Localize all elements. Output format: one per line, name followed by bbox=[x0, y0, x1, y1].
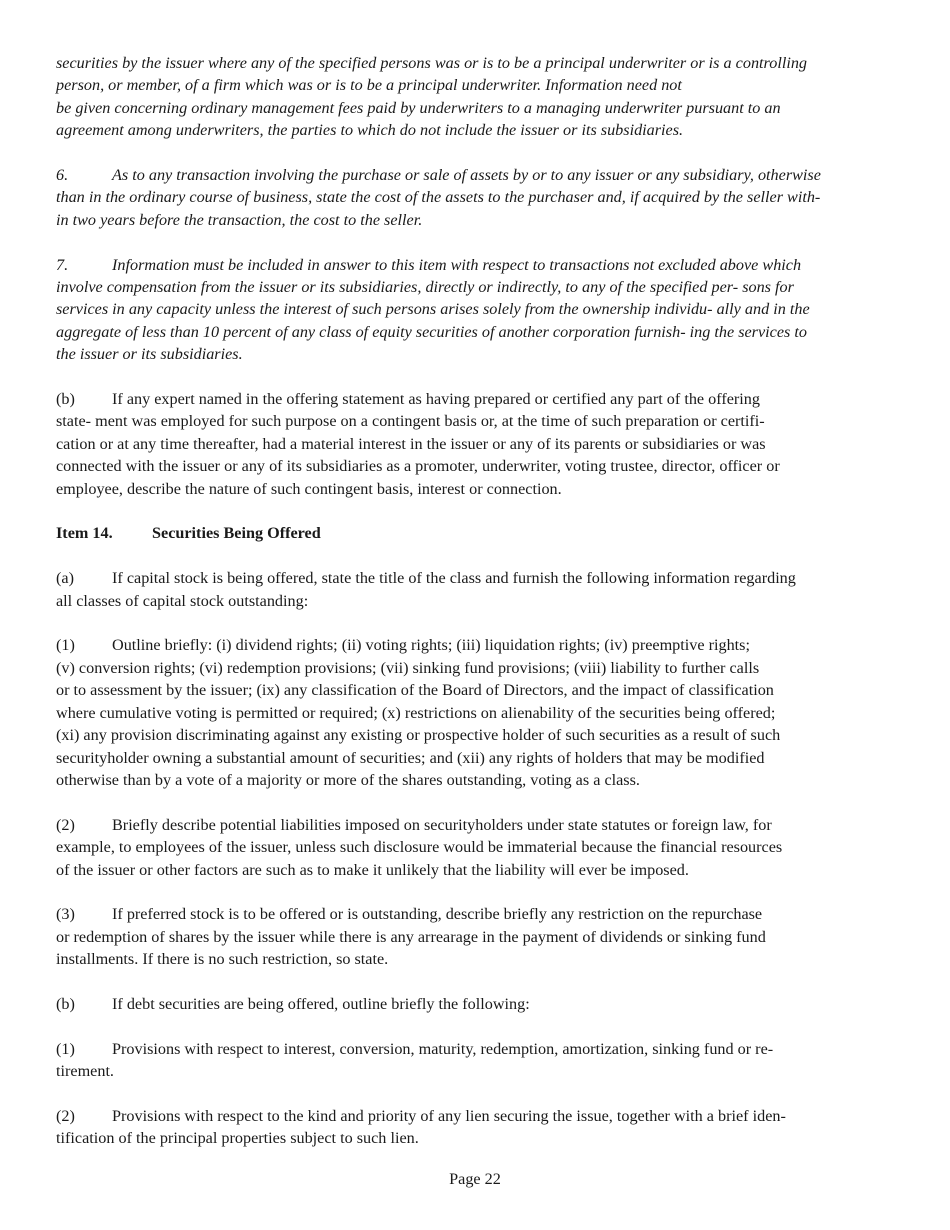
text-line: connected with the issuer or any of its subsidiaries as a promoter, underwriter, voting trustee, director, officer or bbox=[56, 457, 780, 476]
text-line bbox=[56, 903, 896, 925]
line-text: Provisions with respect to the kind and priority of any lien securing the issue, together with a brief iden- bbox=[112, 1106, 786, 1125]
text-line: securities by the issuer where any of the specified persons was or is to be a principal underwriter or is a controlling bbox=[56, 54, 808, 72]
text-line: where cumulative voting is permitted or required; (x) restrictions on alienability of the securities being offered; bbox=[56, 703, 776, 722]
paragraph-b-1 bbox=[56, 1038, 896, 1083]
paragraph-number: (2) bbox=[56, 815, 75, 834]
line-text: If capital stock is being offered, state the title of the class and furnish the following information regarding bbox=[112, 569, 796, 588]
text-line bbox=[56, 1105, 896, 1127]
text-line: state- ment was employed for such purpose on a contingent basis or, at the time of such preparation or certifi- bbox=[56, 412, 765, 431]
text-line: example, to employees of the issuer, unless such disclosure would be immaterial because the financial resources bbox=[56, 838, 783, 857]
paragraph-a-1 bbox=[56, 634, 896, 791]
text-line bbox=[56, 388, 896, 410]
paragraph-number: 6. bbox=[56, 166, 69, 185]
text-line bbox=[56, 164, 896, 186]
text-line: aggregate of less than 10 percent of any class of equity securities of another corporation furnish- ing the services to bbox=[56, 322, 807, 341]
line-text: Information must be included in answer to this item with respect to transactions not excluded above which bbox=[112, 255, 802, 274]
text-line: securityholder owning a substantial amount of securities; and (xii) any rights of holders that may be modified bbox=[56, 748, 765, 767]
document-page bbox=[56, 52, 896, 1172]
line-text: Outline briefly: (i) dividend rights; (ii) voting rights; (iii) liquidation rights; (iv) preemptive rights; bbox=[112, 636, 750, 655]
item-number: Item 14. bbox=[56, 524, 113, 543]
paragraph-b-debt bbox=[56, 993, 896, 1015]
paragraph-number: (1) bbox=[56, 1039, 75, 1058]
page-number: Page 22 bbox=[449, 1170, 501, 1188]
text-line: or to assessment by the issuer; (ix) any classification of the Board of Directors, and the impact of classification bbox=[56, 681, 774, 700]
text-line bbox=[56, 634, 896, 656]
line-text: If preferred stock is to be offered or is outstanding, describe briefly any restriction on the repurchase bbox=[112, 905, 763, 924]
paragraph-number: (a) bbox=[56, 569, 74, 588]
paragraph-number: (b) bbox=[56, 390, 75, 409]
line-text: If any expert named in the offering statement as having prepared or certified any part of the offering bbox=[112, 390, 760, 409]
text-line bbox=[56, 1038, 896, 1060]
text-line: otherwise than by a vote of a majority or more of the shares outstanding, voting as a class. bbox=[56, 770, 640, 789]
text-line: (v) conversion rights; (vi) redemption provisions; (vii) sinking fund provisions; (viii) liability to further calls bbox=[56, 658, 760, 677]
paragraph-b-2 bbox=[56, 1105, 896, 1150]
text-line: all classes of capital stock outstanding: bbox=[56, 591, 309, 610]
paragraph-a bbox=[56, 567, 896, 612]
section-heading-item-14 bbox=[56, 522, 896, 544]
text-line: (xi) any provision discriminating against any existing or prospective holder of such securities as a result of such bbox=[56, 726, 781, 745]
paragraph-intro bbox=[56, 52, 896, 142]
text-line: of the issuer or other factors are such as to make it unlikely that the liability will ever be imposed. bbox=[56, 860, 689, 879]
line-text: If debt securities are being offered, outline briefly the following: bbox=[112, 994, 530, 1013]
text-line: tification of the principal properties subject to such lien. bbox=[56, 1129, 419, 1148]
paragraph-number: 7. bbox=[56, 255, 69, 274]
text-line: employee, describe the nature of such contingent basis, interest or connection. bbox=[56, 479, 562, 498]
text-line bbox=[56, 993, 896, 1015]
text-line bbox=[56, 567, 896, 589]
line-text: Provisions with respect to interest, conversion, maturity, redemption, amortization, sinking fund or re- bbox=[112, 1039, 774, 1058]
item-title: Securities Being Offered bbox=[152, 524, 321, 543]
text-line: person, or member, of a firm which was or is to be a principal underwriter. Information need not bbox=[56, 76, 682, 95]
text-line: or redemption of shares by the issuer while there is any arrearage in the payment of dividends or sinking fund bbox=[56, 927, 766, 946]
paragraph-number: (b) bbox=[56, 994, 75, 1013]
line-text: Briefly describe potential liabilities imposed on securityholders under state statutes or foreign law, for bbox=[112, 815, 772, 834]
text-line: be given concerning ordinary management fees paid by underwriters to a managing underwriter pursuant to an bbox=[56, 98, 781, 117]
text-line: involve compensation from the issuer or its subsidiaries, directly or indirectly, to any of the specified per- sons for bbox=[56, 278, 794, 297]
paragraph-number: (3) bbox=[56, 905, 75, 924]
paragraph-b-expert bbox=[56, 388, 896, 500]
paragraph-a-2 bbox=[56, 814, 896, 881]
text-line: agreement among underwriters, the parties to which do not include the issuer or its subsidiaries. bbox=[56, 121, 684, 140]
paragraph-number: (1) bbox=[56, 636, 75, 655]
text-line: installments. If there is no such restriction, so state. bbox=[56, 950, 389, 969]
text-line: than in the ordinary course of business, state the cost of the assets to the purchaser and, if acquired by the seller with- bbox=[56, 188, 821, 207]
paragraph-a-3 bbox=[56, 903, 896, 970]
paragraph-number: (2) bbox=[56, 1106, 75, 1125]
paragraph-6 bbox=[56, 164, 896, 231]
text-line bbox=[56, 814, 896, 836]
text-line: cation or at any time thereafter, had a material interest in the issuer or any of its parents or subsidiaries or was bbox=[56, 434, 766, 453]
paragraph-7 bbox=[56, 254, 896, 366]
text-line: tirement. bbox=[56, 1062, 114, 1081]
text-line: the issuer or its subsidiaries. bbox=[56, 345, 243, 364]
text-line: services in any capacity unless the interest of such persons arises solely from the ownership individu- ally and in the bbox=[56, 300, 810, 319]
line-text: As to any transaction involving the purchase or sale of assets by or to any issuer or any subsidiary, otherwise bbox=[112, 166, 821, 185]
text-line bbox=[56, 254, 896, 276]
text-line: in two years before the transaction, the cost to the seller. bbox=[56, 210, 423, 229]
